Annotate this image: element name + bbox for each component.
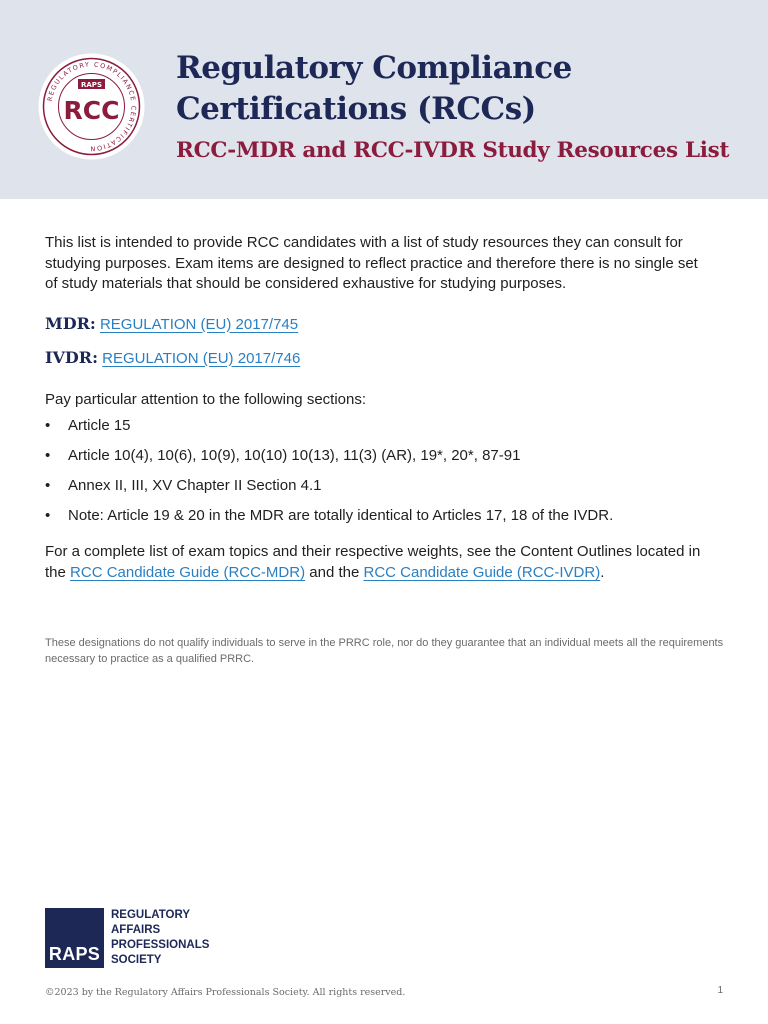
mdr-label: MDR: [45,313,96,333]
content-outline-paragraph: For a complete list of exam topics and their respective weights, see the Content Outlines located in the RCC Candidate Guide (RCC-MDR) and the RCC Candidate Guide (RCC-IVDR). [45,542,701,581]
copyright-text: ©2023 by the Regulatory Affairs Professionals Society. All rights reserved. [45,987,406,998]
page-subtitle: RCC-MDR and RCC-IVDR Study Resources List [176,138,730,163]
intro-paragraph: This list is intended to provide RCC candidates with a list of study resources they can consult for studying purposes. Exam items are designed to reflect practice and therefore there is no single set of study materials that should be considered exhaustive for studying purposes. [45,234,698,292]
rcc-seal-logo [38,53,145,160]
ivdr-label: IVDR: [45,347,98,367]
ivdr-regulation-link[interactable]: REGULATION (EU) 2017/746 [102,349,301,367]
raps-logo-abbrev: RAPS [48,944,101,964]
list-item: • Article 15 [45,416,713,437]
attention-heading: Pay particular attention to the following sections: [45,390,367,408]
title-line-1: Regulatory Compliance [176,50,572,86]
bullet-icon: • [45,477,51,494]
title-line-2: Certifications (RCCs) [176,91,536,127]
rcc-ivdr-guide-link[interactable]: RCC Candidate Guide (RCC-IVDR) [363,564,601,581]
raps-logo-wordmark: REGULATORY AFFAIRS PROFESSIONALS SOCIETY [111,909,210,966]
rcc-mdr-guide-link[interactable]: RCC Candidate Guide (RCC-MDR) [70,564,306,581]
mdr-regulation-link[interactable]: REGULATION (EU) 2017/745 [99,315,299,333]
main-content [45,233,713,584]
page-title [176,48,572,130]
list-item: • Article 10(4), 10(6), 10(9), 10(10) 10(13), 11(3) (AR), 19*, 20*, 87-91 [45,446,713,467]
header-banner [0,0,768,199]
bullet-icon: • [45,447,51,464]
ivdr-regulation-line [45,348,713,369]
raps-logo-box [45,908,104,968]
list-item: • Annex II, III, XV Chapter II Section 4.1 [45,476,713,497]
page-number: 1 [717,985,723,996]
svg-text:RAPS: RAPS [81,81,102,89]
svg-text:REGULATORY COMPLIANCE CERTIFIC: REGULATORY COMPLIANCE CERTIFICATION [45,60,138,153]
sections-list [45,416,713,527]
svg-text:RCC: RCC [63,96,120,125]
disclaimer-text: These designations do not qualify individuals to serve in the PRRC role, nor do they guarantee that an individual meets all the requirements necessary to practice as a qualified PRRC. [45,637,724,665]
mdr-regulation-line [45,314,713,335]
bullet-icon: • [45,507,51,524]
bullet-icon: • [45,417,51,434]
list-item: • Note: Article 19 & 20 in the MDR are totally identical to Articles 17, 18 of the IVDR. [45,506,713,527]
